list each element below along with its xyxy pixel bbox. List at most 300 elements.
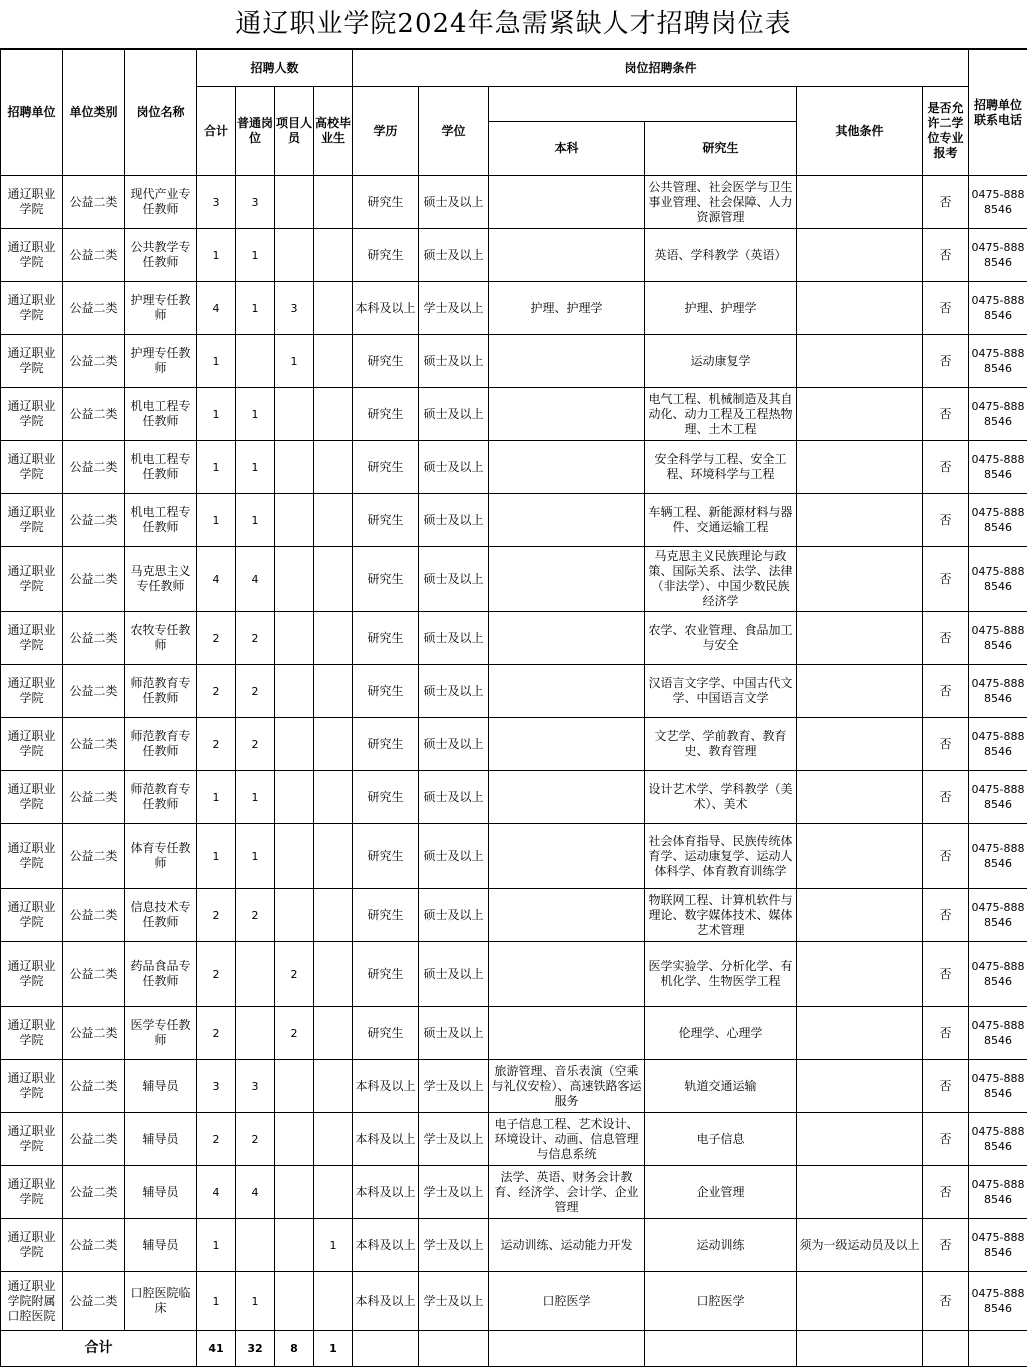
cell-other [797, 824, 923, 889]
cell-education: 研究生 [353, 942, 419, 1007]
cell-category: 公益二类 [63, 1060, 125, 1113]
cell-degree: 学士及以上 [419, 1166, 489, 1219]
cell-general [236, 1219, 275, 1272]
cell-graduate [314, 824, 353, 889]
cell-total: 1 [197, 824, 236, 889]
cell-position: 师范教育专任教师 [125, 718, 197, 771]
table-row [1, 494, 1027, 547]
cell-degree: 硕士及以上 [419, 229, 489, 282]
cell-other [797, 771, 923, 824]
table-row [1, 547, 1027, 612]
cell-graduate [314, 1272, 353, 1331]
cell-unit: 通辽职业学院 [1, 176, 63, 229]
cell-education: 研究生 [353, 494, 419, 547]
cell-general: 1 [236, 441, 275, 494]
cell-postgrad-major: 马克思主义民族理论与政策、国际关系、法学、法律（非法学）、中国少数民族经济学 [645, 547, 797, 612]
table-row [1, 1219, 1027, 1272]
cell-position: 医学专任教师 [125, 1007, 197, 1060]
totals-graduate: 1 [314, 1331, 353, 1367]
cell-other [797, 1113, 923, 1166]
cell-project: 1 [275, 335, 314, 388]
header-total: 合计 [197, 87, 236, 176]
cell-total: 3 [197, 176, 236, 229]
cell-undergrad-major [489, 229, 645, 282]
cell-contact: 0475-8888546 [969, 176, 1027, 229]
cell-project [275, 665, 314, 718]
cell-second-degree: 否 [923, 1060, 969, 1113]
table-row [1, 771, 1027, 824]
cell-contact: 0475-8888546 [969, 771, 1027, 824]
cell-category: 公益二类 [63, 1113, 125, 1166]
table-row [1, 229, 1027, 282]
cell-postgrad-major: 公共管理、社会医学与卫生事业管理、社会保障、人力资源管理 [645, 176, 797, 229]
cell-postgrad-major: 设计艺术学、学科教学（美术）、美术 [645, 771, 797, 824]
table-row [1, 1272, 1027, 1331]
cell-total: 2 [197, 889, 236, 942]
cell-second-degree: 否 [923, 1113, 969, 1166]
cell-project [275, 1113, 314, 1166]
cell-total: 1 [197, 494, 236, 547]
cell-second-degree: 否 [923, 441, 969, 494]
cell-other [797, 889, 923, 942]
cell-contact: 0475-8888546 [969, 1060, 1027, 1113]
cell-category: 公益二类 [63, 889, 125, 942]
cell-degree: 硕士及以上 [419, 942, 489, 1007]
cell-total: 2 [197, 665, 236, 718]
cell-education: 本科及以上 [353, 1219, 419, 1272]
cell-postgrad-major: 物联网工程、计算机软件与理论、数字媒体技术、媒体艺术管理 [645, 889, 797, 942]
cell-undergrad-major [489, 547, 645, 612]
cell-category: 公益二类 [63, 335, 125, 388]
cell-contact: 0475-8888546 [969, 612, 1027, 665]
totals-blank [419, 1331, 489, 1367]
cell-general: 1 [236, 1272, 275, 1331]
cell-degree: 硕士及以上 [419, 335, 489, 388]
cell-degree: 硕士及以上 [419, 824, 489, 889]
cell-project [275, 889, 314, 942]
header-undergrad: 本科 [489, 122, 645, 176]
header-graduate: 高校毕业生 [314, 87, 353, 176]
cell-total: 1 [197, 229, 236, 282]
cell-total: 1 [197, 1219, 236, 1272]
cell-project: 2 [275, 1007, 314, 1060]
header-project: 项目人员 [275, 87, 314, 176]
cell-unit: 通辽职业学院 [1, 718, 63, 771]
cell-undergrad-major: 电子信息工程、艺术设计、环境设计、动画、信息管理与信息系统 [489, 1113, 645, 1166]
header-contact: 招聘单位联系电话 [969, 50, 1027, 176]
cell-position: 机电工程专任教师 [125, 388, 197, 441]
cell-position: 师范教育专任教师 [125, 771, 197, 824]
cell-general [236, 942, 275, 1007]
cell-general: 1 [236, 282, 275, 335]
cell-second-degree: 否 [923, 1166, 969, 1219]
cell-degree: 硕士及以上 [419, 494, 489, 547]
cell-graduate [314, 612, 353, 665]
cell-education: 研究生 [353, 718, 419, 771]
cell-graduate [314, 1113, 353, 1166]
cell-undergrad-major [489, 771, 645, 824]
cell-other [797, 388, 923, 441]
cell-graduate [314, 1166, 353, 1219]
header-degree: 学位 [419, 87, 489, 176]
cell-graduate [314, 388, 353, 441]
cell-postgrad-major: 口腔医学 [645, 1272, 797, 1331]
cell-contact: 0475-8888546 [969, 494, 1027, 547]
cell-position: 机电工程专任教师 [125, 494, 197, 547]
cell-postgrad-major: 企业管理 [645, 1166, 797, 1219]
cell-graduate [314, 1060, 353, 1113]
cell-position: 农牧专任教师 [125, 612, 197, 665]
cell-postgrad-major: 医学实验学、分析化学、有机化学、生物医学工程 [645, 942, 797, 1007]
cell-degree: 硕士及以上 [419, 718, 489, 771]
cell-unit: 通辽职业学院 [1, 1113, 63, 1166]
cell-total: 4 [197, 547, 236, 612]
cell-other [797, 942, 923, 1007]
cell-second-degree: 否 [923, 889, 969, 942]
cell-postgrad-major: 护理、护理学 [645, 282, 797, 335]
header-position: 岗位名称 [125, 50, 197, 176]
cell-education: 研究生 [353, 335, 419, 388]
cell-unit: 通辽职业学院 [1, 229, 63, 282]
cell-other [797, 1272, 923, 1331]
cell-other [797, 1060, 923, 1113]
cell-graduate [314, 771, 353, 824]
cell-category: 公益二类 [63, 176, 125, 229]
cell-postgrad-major: 农学、农业管理、食品加工与安全 [645, 612, 797, 665]
cell-second-degree: 否 [923, 335, 969, 388]
cell-education: 研究生 [353, 1007, 419, 1060]
cell-project [275, 441, 314, 494]
table-row [1, 612, 1027, 665]
cell-education: 研究生 [353, 771, 419, 824]
cell-degree: 学士及以上 [419, 1113, 489, 1166]
cell-second-degree: 否 [923, 942, 969, 1007]
cell-contact: 0475-8888546 [969, 547, 1027, 612]
cell-project [275, 229, 314, 282]
cell-other [797, 612, 923, 665]
cell-position: 机电工程专任教师 [125, 441, 197, 494]
cell-graduate [314, 942, 353, 1007]
cell-education: 本科及以上 [353, 1166, 419, 1219]
cell-contact: 0475-8888546 [969, 335, 1027, 388]
cell-graduate [314, 494, 353, 547]
cell-general [236, 335, 275, 388]
cell-contact: 0475-8888546 [969, 1166, 1027, 1219]
cell-category: 公益二类 [63, 1272, 125, 1331]
cell-total: 2 [197, 612, 236, 665]
cell-second-degree: 否 [923, 1219, 969, 1272]
cell-position: 辅导员 [125, 1166, 197, 1219]
table-row [1, 1007, 1027, 1060]
cell-general: 1 [236, 771, 275, 824]
cell-education: 本科及以上 [353, 1272, 419, 1331]
cell-general: 2 [236, 665, 275, 718]
cell-general: 4 [236, 547, 275, 612]
cell-position: 公共教学专任教师 [125, 229, 197, 282]
cell-graduate [314, 718, 353, 771]
cell-undergrad-major [489, 942, 645, 1007]
table-row [1, 718, 1027, 771]
cell-total: 4 [197, 282, 236, 335]
cell-graduate [314, 441, 353, 494]
cell-category: 公益二类 [63, 441, 125, 494]
cell-position: 体育专任教师 [125, 824, 197, 889]
header-general: 普通岗位 [236, 87, 275, 176]
cell-contact: 0475-8888546 [969, 942, 1027, 1007]
cell-category: 公益二类 [63, 547, 125, 612]
cell-second-degree: 否 [923, 547, 969, 612]
cell-degree: 硕士及以上 [419, 547, 489, 612]
cell-undergrad-major: 旅游管理、音乐表演（空乘与礼仪安检）、高速铁路客运服务 [489, 1060, 645, 1113]
header-second-degree: 是否允许二学位专业报考 [923, 87, 969, 176]
cell-project [275, 1272, 314, 1331]
cell-category: 公益二类 [63, 1166, 125, 1219]
cell-general: 1 [236, 388, 275, 441]
cell-unit: 通辽职业学院 [1, 889, 63, 942]
cell-contact: 0475-8888546 [969, 665, 1027, 718]
cell-position: 护理专任教师 [125, 282, 197, 335]
cell-position: 辅导员 [125, 1113, 197, 1166]
cell-category: 公益二类 [63, 612, 125, 665]
cell-category: 公益二类 [63, 282, 125, 335]
cell-undergrad-major [489, 889, 645, 942]
cell-postgrad-major: 车辆工程、新能源材料与器件、交通运输工程 [645, 494, 797, 547]
cell-general: 1 [236, 494, 275, 547]
cell-contact: 0475-8888546 [969, 229, 1027, 282]
table-row [1, 335, 1027, 388]
cell-unit: 通辽职业学院 [1, 547, 63, 612]
cell-project [275, 176, 314, 229]
table-row [1, 1113, 1027, 1166]
cell-unit: 通辽职业学院附属口腔医院 [1, 1272, 63, 1331]
cell-general: 3 [236, 176, 275, 229]
cell-general: 1 [236, 229, 275, 282]
cell-education: 研究生 [353, 388, 419, 441]
cell-project: 3 [275, 282, 314, 335]
cell-general: 4 [236, 1166, 275, 1219]
cell-total: 3 [197, 1060, 236, 1113]
cell-graduate [314, 229, 353, 282]
cell-unit: 通辽职业学院 [1, 441, 63, 494]
cell-second-degree: 否 [923, 824, 969, 889]
cell-project [275, 612, 314, 665]
cell-project [275, 718, 314, 771]
cell-postgrad-major: 伦理学、心理学 [645, 1007, 797, 1060]
header-conditions: 岗位招聘条件 [353, 50, 969, 87]
cell-undergrad-major: 运动训练、运动能力开发 [489, 1219, 645, 1272]
cell-project [275, 1219, 314, 1272]
cell-graduate [314, 335, 353, 388]
cell-undergrad-major [489, 1007, 645, 1060]
cell-undergrad-major [489, 718, 645, 771]
cell-unit: 通辽职业学院 [1, 771, 63, 824]
cell-postgrad-major: 轨道交通运输 [645, 1060, 797, 1113]
cell-category: 公益二类 [63, 771, 125, 824]
cell-education: 研究生 [353, 665, 419, 718]
cell-other [797, 665, 923, 718]
cell-position: 口腔医院临床 [125, 1272, 197, 1331]
table-row [1, 282, 1027, 335]
cell-undergrad-major: 法学、英语、财务会计教育、经济学、会计学、企业管理 [489, 1166, 645, 1219]
cell-project [275, 1166, 314, 1219]
table-row [1, 176, 1027, 229]
cell-contact: 0475-8888546 [969, 718, 1027, 771]
cell-unit: 通辽职业学院 [1, 1166, 63, 1219]
cell-category: 公益二类 [63, 824, 125, 889]
cell-second-degree: 否 [923, 1272, 969, 1331]
cell-unit: 通辽职业学院 [1, 612, 63, 665]
cell-other [797, 547, 923, 612]
cell-unit: 通辽职业学院 [1, 282, 63, 335]
cell-graduate [314, 176, 353, 229]
cell-undergrad-major [489, 441, 645, 494]
cell-contact: 0475-8888546 [969, 1272, 1027, 1331]
cell-second-degree: 否 [923, 388, 969, 441]
cell-second-degree: 否 [923, 771, 969, 824]
cell-graduate [314, 665, 353, 718]
cell-general: 2 [236, 718, 275, 771]
cell-category: 公益二类 [63, 494, 125, 547]
cell-degree: 学士及以上 [419, 282, 489, 335]
cell-position: 师范教育专任教师 [125, 665, 197, 718]
cell-position: 信息技术专任教师 [125, 889, 197, 942]
cell-unit: 通辽职业学院 [1, 824, 63, 889]
cell-undergrad-major [489, 388, 645, 441]
cell-education: 研究生 [353, 441, 419, 494]
cell-graduate: 1 [314, 1219, 353, 1272]
table-row [1, 942, 1027, 1007]
cell-degree: 硕士及以上 [419, 612, 489, 665]
cell-graduate [314, 1007, 353, 1060]
totals-blank [969, 1331, 1027, 1367]
cell-second-degree: 否 [923, 229, 969, 282]
cell-general: 2 [236, 1113, 275, 1166]
cell-degree: 硕士及以上 [419, 1007, 489, 1060]
cell-other [797, 718, 923, 771]
cell-contact: 0475-8888546 [969, 1007, 1027, 1060]
cell-undergrad-major [489, 335, 645, 388]
cell-graduate [314, 282, 353, 335]
cell-total: 2 [197, 1113, 236, 1166]
table-row [1, 889, 1027, 942]
cell-contact: 0475-8888546 [969, 1219, 1027, 1272]
cell-undergrad-major: 护理、护理学 [489, 282, 645, 335]
cell-position: 辅导员 [125, 1219, 197, 1272]
cell-education: 研究生 [353, 612, 419, 665]
cell-graduate [314, 889, 353, 942]
cell-total: 2 [197, 942, 236, 1007]
table-row [1, 388, 1027, 441]
totals-blank [923, 1331, 969, 1367]
header-education: 学历 [353, 87, 419, 176]
cell-unit: 通辽职业学院 [1, 494, 63, 547]
cell-postgrad-major: 社会体育指导、民族传统体育学、运动康复学、运动人体科学、体育教育训练学 [645, 824, 797, 889]
cell-graduate [314, 547, 353, 612]
header-recruit-count: 招聘人数 [197, 50, 353, 87]
cell-education: 研究生 [353, 824, 419, 889]
cell-general: 2 [236, 612, 275, 665]
cell-project [275, 824, 314, 889]
cell-other [797, 441, 923, 494]
cell-education: 研究生 [353, 229, 419, 282]
cell-position: 马克思主义专任教师 [125, 547, 197, 612]
cell-category: 公益二类 [63, 229, 125, 282]
cell-degree: 学士及以上 [419, 1272, 489, 1331]
cell-education: 本科及以上 [353, 282, 419, 335]
table-row [1, 824, 1027, 889]
cell-postgrad-major: 安全科学与工程、安全工程、环境科学与工程 [645, 441, 797, 494]
cell-category: 公益二类 [63, 1007, 125, 1060]
cell-unit: 通辽职业学院 [1, 1219, 63, 1272]
cell-total: 2 [197, 1007, 236, 1060]
cell-second-degree: 否 [923, 282, 969, 335]
cell-second-degree: 否 [923, 176, 969, 229]
cell-general: 2 [236, 889, 275, 942]
cell-other [797, 1166, 923, 1219]
cell-undergrad-major [489, 494, 645, 547]
cell-second-degree: 否 [923, 718, 969, 771]
header-unit: 招聘单位 [1, 50, 63, 176]
cell-other [797, 1007, 923, 1060]
cell-undergrad-major [489, 176, 645, 229]
cell-other [797, 176, 923, 229]
cell-unit: 通辽职业学院 [1, 1060, 63, 1113]
header-major-blank [489, 87, 797, 122]
cell-degree: 硕士及以上 [419, 388, 489, 441]
cell-undergrad-major: 口腔医学 [489, 1272, 645, 1331]
totals-total: 41 [197, 1331, 236, 1367]
cell-contact: 0475-8888546 [969, 388, 1027, 441]
totals-general: 32 [236, 1331, 275, 1367]
cell-contact: 0475-8888546 [969, 1113, 1027, 1166]
cell-total: 4 [197, 1166, 236, 1219]
cell-unit: 通辽职业学院 [1, 1007, 63, 1060]
cell-education: 本科及以上 [353, 1113, 419, 1166]
cell-contact: 0475-8888546 [969, 282, 1027, 335]
header-other: 其他条件 [797, 87, 923, 176]
cell-project [275, 1060, 314, 1113]
cell-postgrad-major: 运动训练 [645, 1219, 797, 1272]
cell-contact: 0475-8888546 [969, 824, 1027, 889]
cell-contact: 0475-8888546 [969, 889, 1027, 942]
header-postgrad: 研究生 [645, 122, 797, 176]
cell-postgrad-major: 汉语言文字学、中国古代文学、中国语言文学 [645, 665, 797, 718]
table-row [1, 441, 1027, 494]
cell-category: 公益二类 [63, 665, 125, 718]
cell-project [275, 771, 314, 824]
cell-category: 公益二类 [63, 718, 125, 771]
cell-degree: 硕士及以上 [419, 665, 489, 718]
cell-unit: 通辽职业学院 [1, 388, 63, 441]
cell-other [797, 229, 923, 282]
cell-category: 公益二类 [63, 388, 125, 441]
table-row [1, 1060, 1027, 1113]
cell-other [797, 494, 923, 547]
cell-general [236, 1007, 275, 1060]
recruitment-table [0, 49, 1027, 1367]
cell-unit: 通辽职业学院 [1, 335, 63, 388]
totals-blank [353, 1331, 419, 1367]
cell-contact: 0475-8888546 [969, 441, 1027, 494]
cell-second-degree: 否 [923, 1007, 969, 1060]
cell-category: 公益二类 [63, 1219, 125, 1272]
cell-position: 辅导员 [125, 1060, 197, 1113]
cell-project [275, 547, 314, 612]
cell-education: 研究生 [353, 889, 419, 942]
cell-degree: 硕士及以上 [419, 889, 489, 942]
cell-degree: 学士及以上 [419, 1060, 489, 1113]
cell-project [275, 494, 314, 547]
